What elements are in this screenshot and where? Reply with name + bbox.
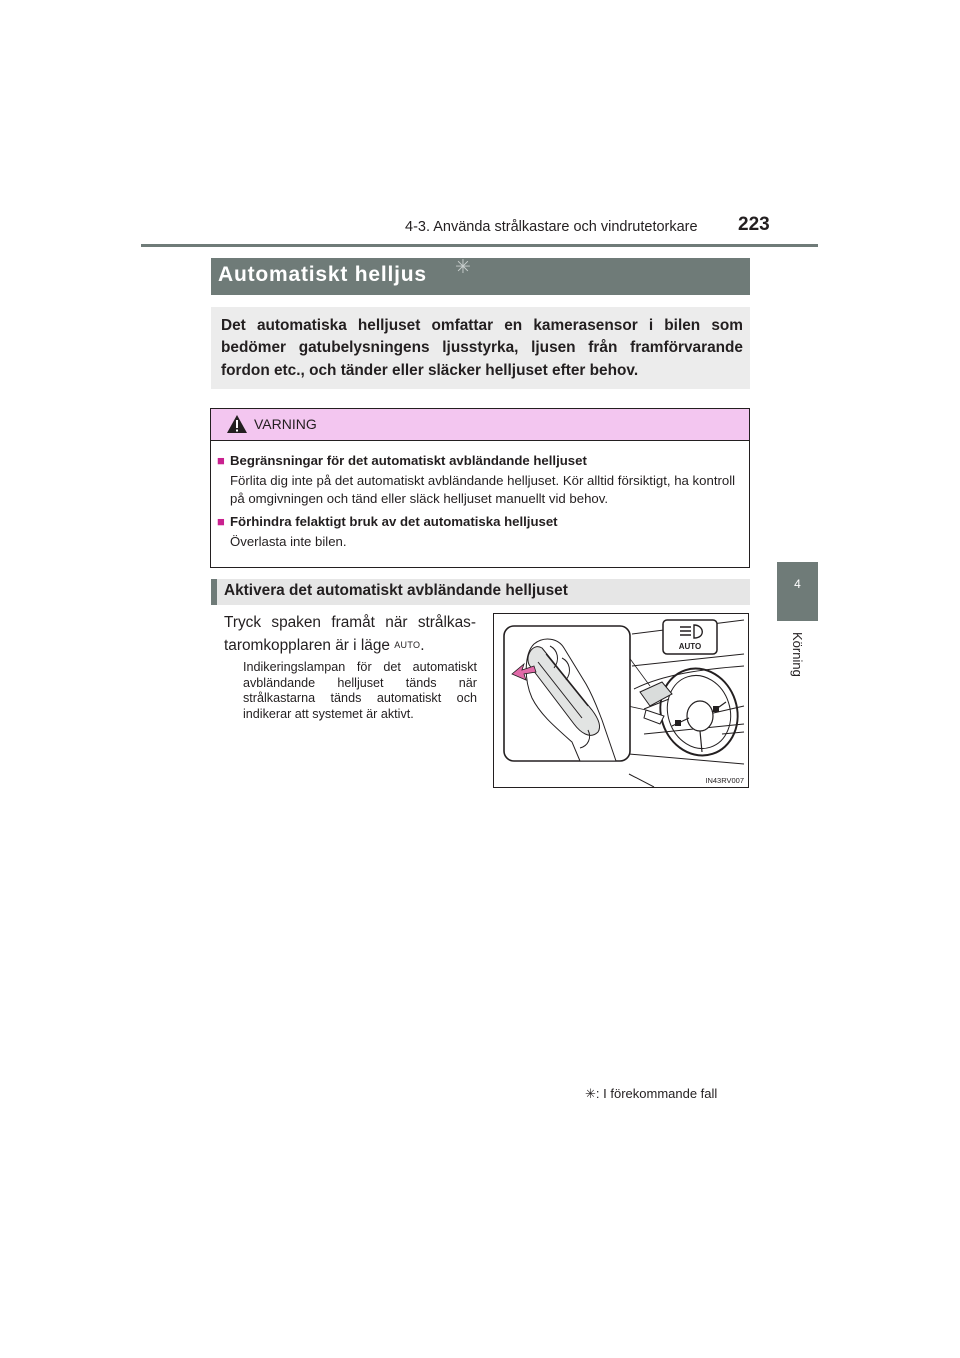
bullet-square-icon: ■ (217, 514, 225, 529)
chapter-tab (777, 562, 818, 621)
warning-item-heading: Förhindra felaktigt bruk av det automatiska helljuset (230, 514, 558, 529)
step-text-line2 (224, 634, 425, 657)
bullet-square-icon: ■ (217, 453, 225, 468)
warning-item-body: Överlasta inte bilen. (230, 534, 347, 549)
warning-box (210, 408, 750, 568)
warning-header (211, 409, 749, 441)
step-text: taromkopplaren är i läge (224, 637, 390, 654)
section-heading-bar (211, 579, 750, 605)
footnote-text: : I förekommande fall (595, 1086, 718, 1101)
step-text-line1: Tryck spaken framåt när strålkas- (224, 614, 476, 631)
chapter-name: Körning (790, 632, 805, 677)
lever-illustration-drawing (494, 614, 748, 787)
lever-illustration (493, 613, 749, 788)
asterisk-icon: ✳ (455, 257, 471, 278)
page-title: Automatiskt helljus (218, 263, 427, 286)
asterisk-icon: ✳ (585, 1086, 596, 1101)
warning-item-body: Förlita dig inte på det automatiskt avbländande helljuset. Kör alltid försiktigt, ha kontroll på omgivningen och tänd eller släck helljuset manuellt vid behov. (230, 473, 736, 507)
auto-symbol: AUTO (394, 640, 421, 651)
figure-code: IN43RV007 (705, 776, 744, 785)
warning-label: VARNING (254, 416, 317, 432)
intro-text: Det automatiska helljuset omfattar en kamerasensor i bilen som bedömer gatubelysningens ljusstyrka, ljusen från framförvarande fordon etc., och tänder eller släcker helljuset efter behov. (221, 317, 743, 379)
section-heading: Aktivera det automatiskt avbländande helljuset (224, 582, 568, 599)
step-period: . (420, 637, 425, 654)
page-title-bar (211, 258, 750, 295)
indicator-note: Indikeringslampan för det automatiskt avbländande helljuset tänds när strålkastarna tänds automatiskt och indikerar att systemet är aktivt. (243, 660, 477, 722)
figure-indicator-label: AUTO (678, 642, 702, 651)
header-rule (141, 244, 818, 247)
warning-item-heading: Begränsningar för det automatiskt avbländande helljuset (230, 453, 587, 468)
chapter-number: 4 (794, 577, 801, 591)
footnote (585, 1086, 717, 1102)
intro-box (211, 307, 750, 389)
warning-triangle-icon (226, 414, 248, 434)
page-number: 223 (738, 214, 770, 235)
running-header: 4-3. Använda strålkastare och vindrutetorkare (405, 219, 698, 235)
